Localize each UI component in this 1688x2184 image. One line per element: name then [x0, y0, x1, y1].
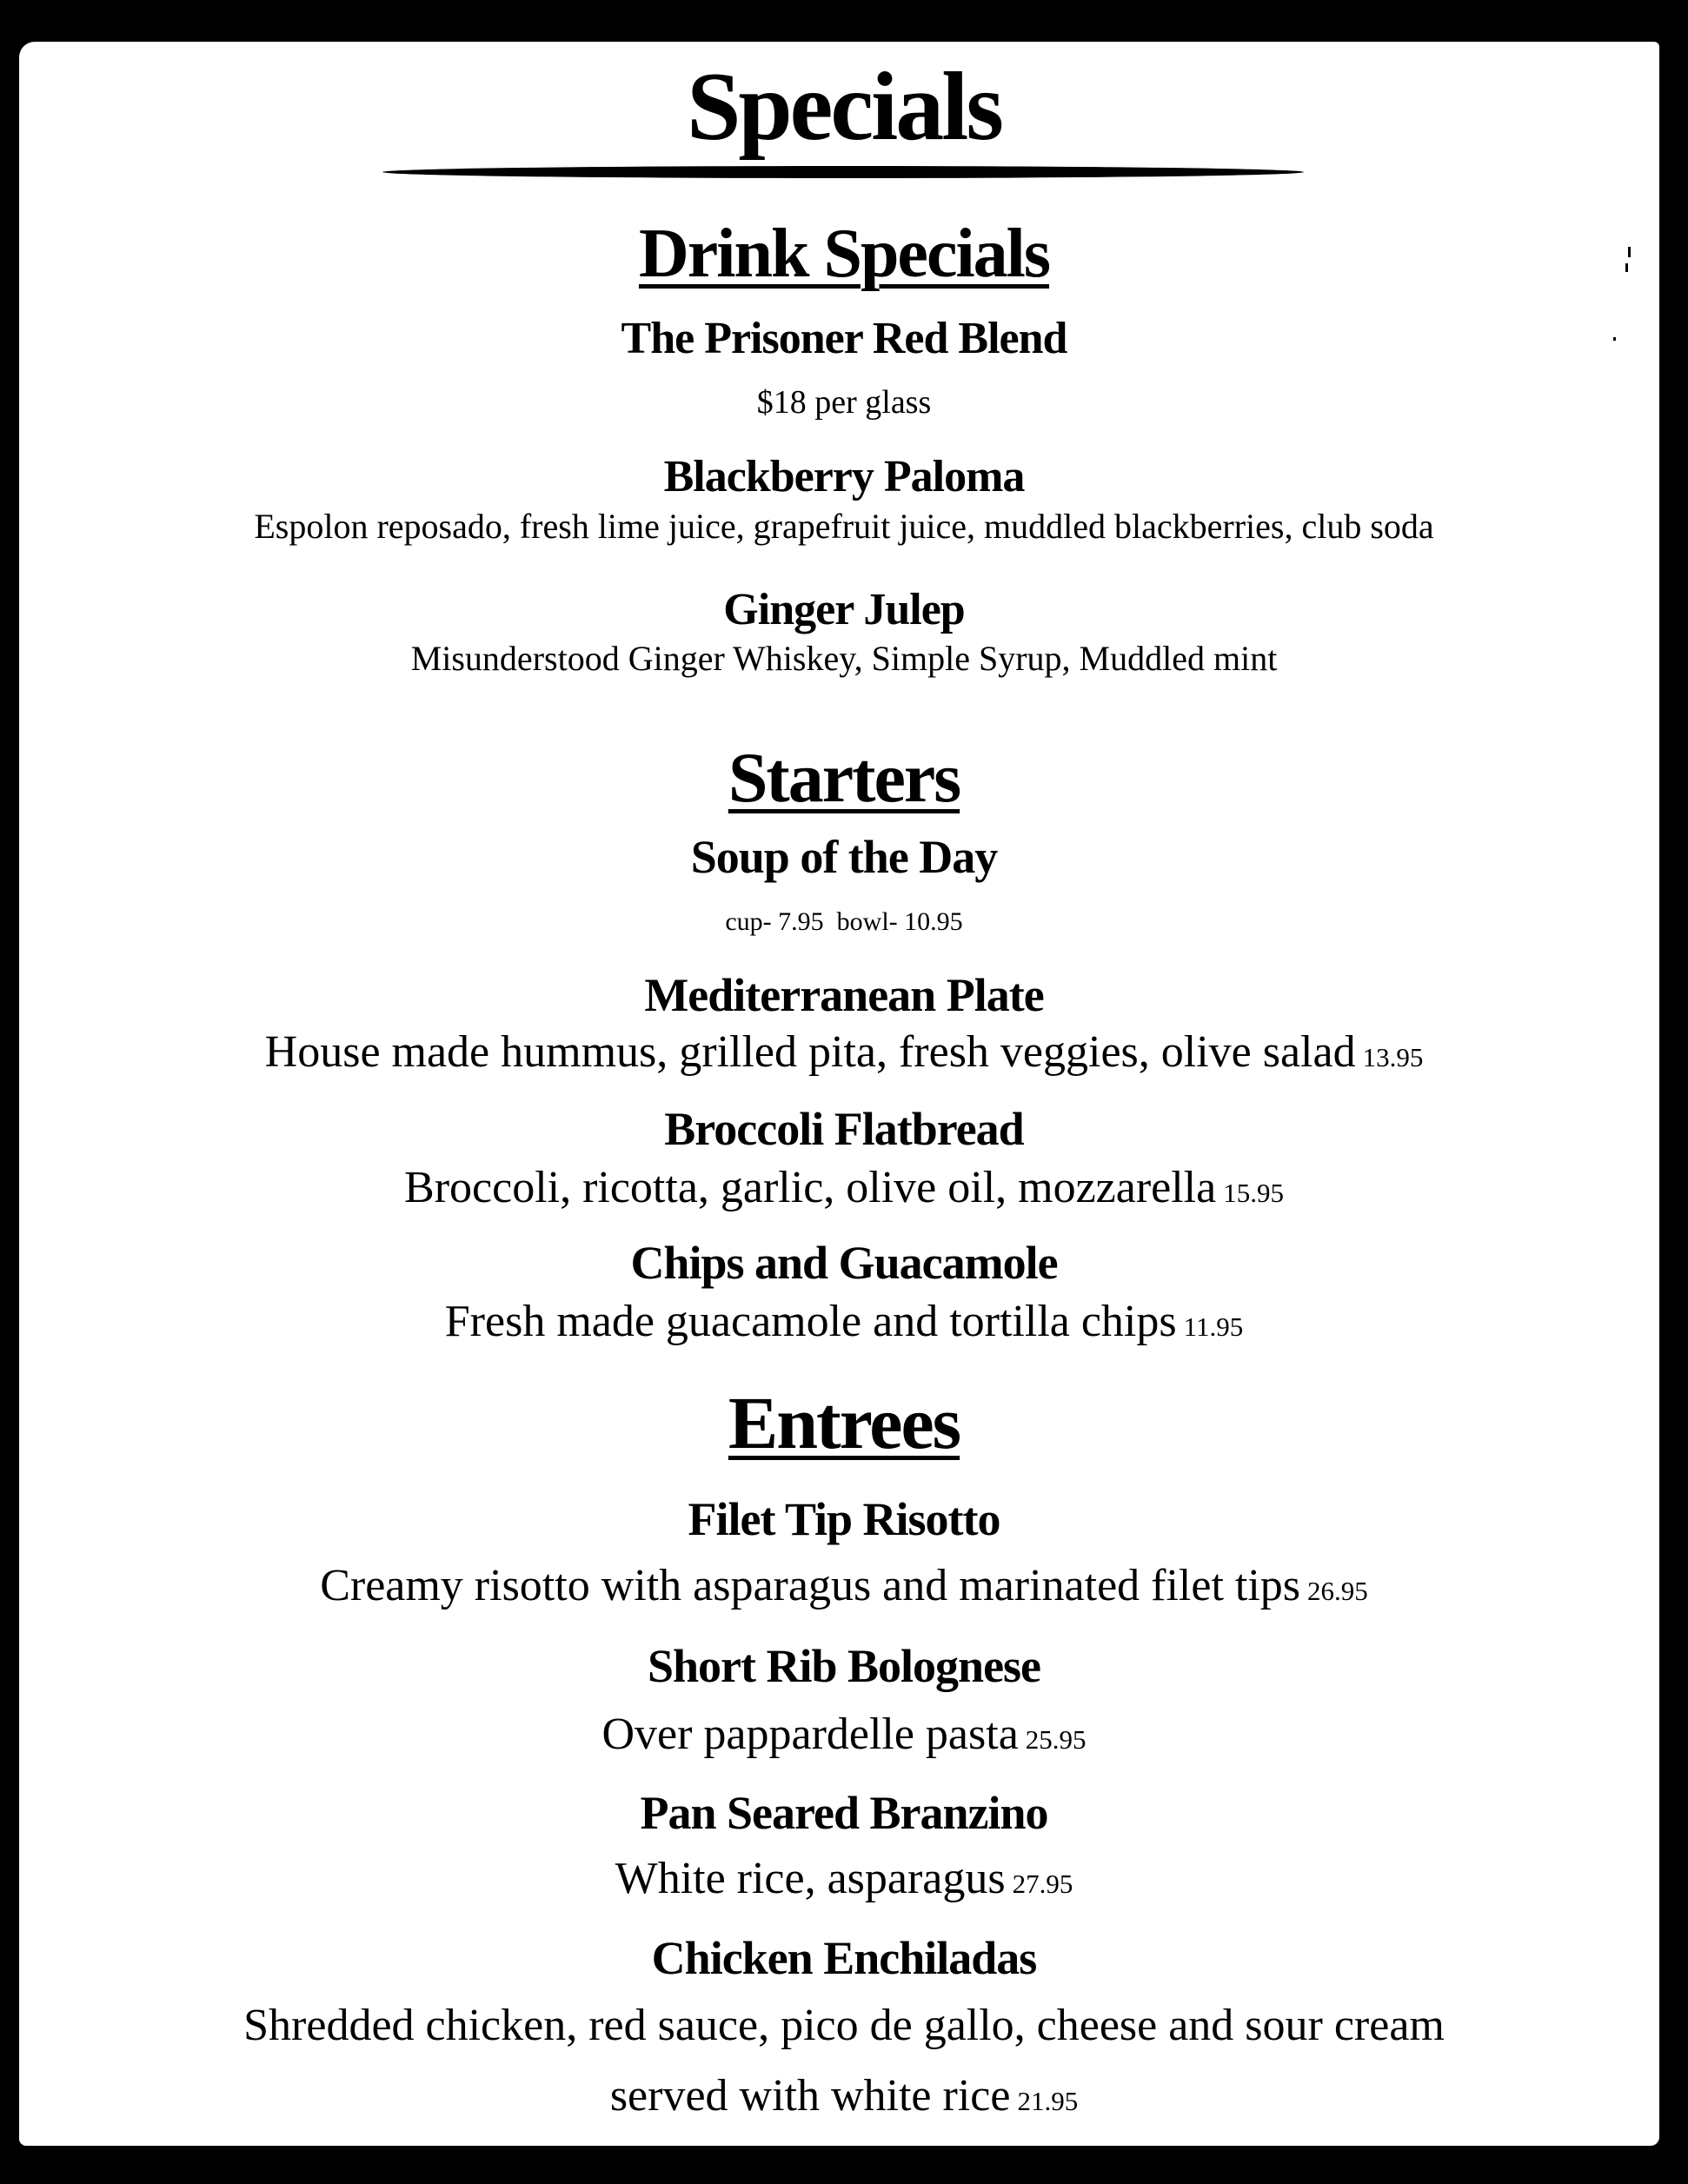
- starter-name: Broccoli Flatbread: [664, 1103, 1024, 1155]
- entree-description: Shredded chicken, red sauce, pico de gallo, cheese and sour cream: [243, 2001, 1445, 2050]
- title-divider: [382, 166, 1304, 178]
- price: 13.95: [1362, 1042, 1424, 1072]
- description-text: Broccoli, ricotta, garlic, olive oil, mozzarella: [404, 1163, 1217, 1212]
- drink-detail: $18 per glass: [756, 384, 932, 421]
- entree-description: [0, 1708, 1688, 1767]
- starter-detail: cup- 7.95 bowl- 10.95: [725, 907, 963, 936]
- starter-name: Soup of the Day: [690, 831, 998, 883]
- price: 15.95: [1223, 1178, 1284, 1208]
- price: 25.95: [1025, 1724, 1087, 1755]
- scan-speck: [1628, 247, 1631, 257]
- section-heading-starters: Starters: [728, 738, 960, 817]
- drink-name: Ginger Julep: [723, 585, 965, 634]
- scan-speck: [1625, 263, 1628, 272]
- starter-description: [0, 1026, 1688, 1085]
- starter-name: Chips and Guacamole: [630, 1237, 1058, 1289]
- entree-description: [0, 1559, 1688, 1618]
- page-title: Specials: [687, 53, 1001, 161]
- starter-description: [0, 1295, 1688, 1354]
- scan-speck: [1613, 337, 1616, 341]
- drink-detail: Misunderstood Ginger Whiskey, Simple Syrup, Muddled mint: [410, 639, 1278, 678]
- entree-description: [0, 1852, 1688, 1911]
- entree-name: Pan Seared Branzino: [640, 1787, 1048, 1839]
- entree-name: Filet Tip Risotto: [688, 1493, 1000, 1545]
- entree-description-continued: [0, 2069, 1688, 2128]
- entree-name: Chicken Enchiladas: [651, 1932, 1037, 1984]
- description-text: Over pappardelle pasta: [601, 1709, 1019, 1759]
- price: 11.95: [1183, 1311, 1244, 1342]
- price: 26.95: [1307, 1576, 1368, 1606]
- starter-name: Mediterranean Plate: [644, 969, 1044, 1021]
- description-text: Fresh made guacamole and tortilla chips: [444, 1297, 1177, 1346]
- drink-name: The Prisoner Red Blend: [621, 314, 1067, 363]
- description-text: served with white rice: [609, 2071, 1011, 2121]
- drink-name: Blackberry Paloma: [663, 452, 1025, 501]
- price: 21.95: [1017, 2086, 1079, 2116]
- description-text: White rice, asparagus: [615, 1854, 1006, 1903]
- section-heading-drinks: Drink Specials: [638, 216, 1050, 292]
- price: 27.95: [1012, 1869, 1073, 1899]
- entree-name: Short Rib Bolognese: [647, 1640, 1041, 1692]
- drink-detail: Espolon reposado, fresh lime juice, grapefruit juice, muddled blackberries, club soda: [254, 507, 1434, 546]
- description-text: House made hummus, grilled pita, fresh veggies, olive salad: [264, 1027, 1356, 1077]
- starter-description: [0, 1161, 1688, 1220]
- description-text: Creamy risotto with asparagus and marinated filet tips: [320, 1561, 1301, 1610]
- section-heading-entrees: Entrees: [728, 1381, 960, 1464]
